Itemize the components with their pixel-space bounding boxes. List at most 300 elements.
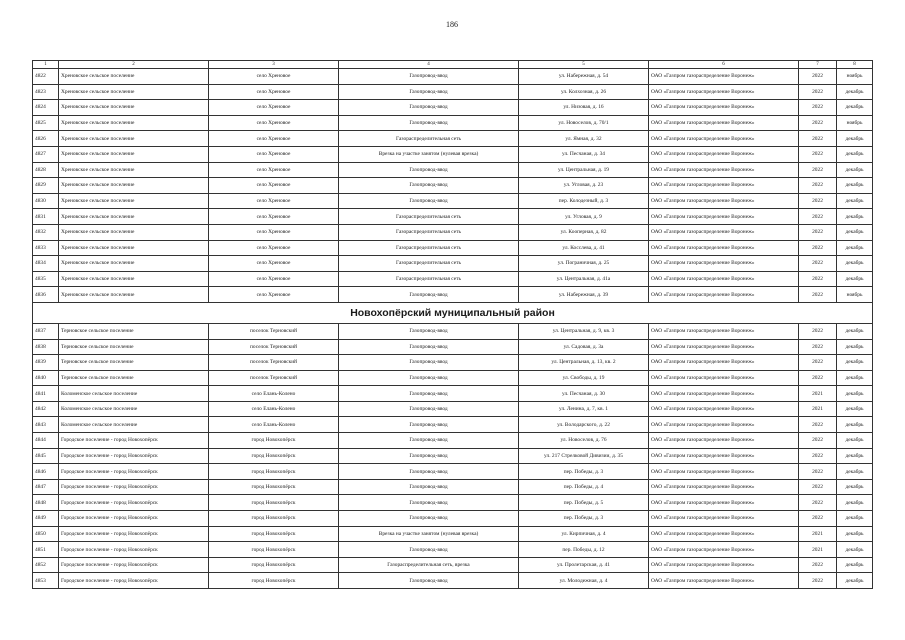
locality-cell: село Хреновое <box>209 224 339 240</box>
locality-cell: поселок Терновский <box>209 370 339 386</box>
locality-cell: город Новохопёрск <box>209 542 339 558</box>
locality-cell: город Новохопёрск <box>209 573 339 589</box>
year-cell: 2022 <box>799 178 837 194</box>
organization-cell: ОАО «Газпром газораспределение Воронеж» <box>649 526 799 542</box>
month-cell: декабрь <box>837 131 873 147</box>
year-cell: 2022 <box>799 433 837 449</box>
locality-cell: село Хреновое <box>209 193 339 209</box>
address-cell: ул. Центральная, д. 13, кв. 2 <box>519 355 649 371</box>
locality-cell: город Новохопёрск <box>209 526 339 542</box>
table-row <box>33 100 873 116</box>
settlement-cell: Терновское сельское поселение <box>59 323 209 339</box>
row-number: 4838 <box>33 339 59 355</box>
locality-cell: село Елань-Колено <box>209 386 339 402</box>
object-cell: Газопровод-ввод <box>339 69 519 85</box>
table-row <box>33 240 873 256</box>
object-cell: Газораспределительная сеть <box>339 240 519 256</box>
address-cell: ул. Низовая, д. 16 <box>519 100 649 116</box>
year-cell: 2022 <box>799 146 837 162</box>
object-cell: Газопровод-ввод <box>339 495 519 511</box>
locality-cell: село Хреновое <box>209 131 339 147</box>
month-cell: декабрь <box>837 417 873 433</box>
address-cell: пер. Победы, д. 4 <box>519 479 649 495</box>
object-cell: Газопровод-ввод <box>339 417 519 433</box>
row-number: 4847 <box>33 479 59 495</box>
organization-cell: ОАО «Газпром газораспределение Воронеж» <box>649 511 799 527</box>
object-cell: Газораспределительная сеть <box>339 271 519 287</box>
month-cell: декабрь <box>837 479 873 495</box>
column-number: 2 <box>59 61 209 69</box>
year-cell: 2022 <box>799 162 837 178</box>
locality-cell: село Хреновое <box>209 100 339 116</box>
table-row <box>33 417 873 433</box>
column-number: 8 <box>837 61 873 69</box>
settlement-cell: Коломенское сельское поселение <box>59 417 209 433</box>
locality-cell: город Новохопёрск <box>209 557 339 573</box>
row-number: 4825 <box>33 115 59 131</box>
month-cell: декабрь <box>837 401 873 417</box>
year-cell: 2022 <box>799 256 837 272</box>
table-row <box>33 401 873 417</box>
settlement-cell: Хреновское сельское поселение <box>59 271 209 287</box>
locality-cell: село Елань-Колено <box>209 401 339 417</box>
month-cell: декабрь <box>837 433 873 449</box>
organization-cell: ОАО «Газпром газораспределение Воронеж» <box>649 256 799 272</box>
column-number: 3 <box>209 61 339 69</box>
object-cell: Газораспределительная сеть <box>339 224 519 240</box>
organization-cell: ОАО «Газпром газораспределение Воронеж» <box>649 287 799 303</box>
month-cell: декабрь <box>837 573 873 589</box>
address-cell: ул. Пролетарская, д. 41 <box>519 557 649 573</box>
organization-cell: ОАО «Газпром газораспределение Воронеж» <box>649 557 799 573</box>
year-cell: 2022 <box>799 573 837 589</box>
locality-cell: село Хреновое <box>209 84 339 100</box>
address-cell: ул. Угловая, д. 23 <box>519 178 649 194</box>
organization-cell: ОАО «Газпром газораспределение Воронеж» <box>649 370 799 386</box>
table-row <box>33 131 873 147</box>
month-cell: декабрь <box>837 339 873 355</box>
month-cell: декабрь <box>837 370 873 386</box>
settlement-cell: Городское поселение - город Новохопёрск <box>59 526 209 542</box>
organization-cell: ОАО «Газпром газораспределение Воронеж» <box>649 401 799 417</box>
address-cell: ул. Новоселов, д. 70/1 <box>519 115 649 131</box>
address-cell: ул. Центральная, д. 19 <box>519 162 649 178</box>
table-row <box>33 69 873 85</box>
locality-cell: город Новохопёрск <box>209 495 339 511</box>
table-row <box>33 433 873 449</box>
table-row <box>33 479 873 495</box>
organization-cell: ОАО «Газпром газораспределение Воронеж» <box>649 193 799 209</box>
address-cell: ул. Володарского, д. 22 <box>519 417 649 433</box>
row-number: 4841 <box>33 386 59 402</box>
column-number: 1 <box>33 61 59 69</box>
table-row <box>33 209 873 225</box>
object-cell: Газопровод-ввод <box>339 287 519 303</box>
object-cell: Газораспределительная сеть <box>339 131 519 147</box>
year-cell: 2022 <box>799 271 837 287</box>
settlement-cell: Терновское сельское поселение <box>59 339 209 355</box>
month-cell: ноябрь <box>837 115 873 131</box>
year-cell: 2022 <box>799 69 837 85</box>
object-cell: Газопровод-ввод <box>339 433 519 449</box>
address-cell: ул. Косслева, д. 41 <box>519 240 649 256</box>
organization-cell: ОАО «Газпром газораспределение Воронеж» <box>649 69 799 85</box>
table-row <box>33 448 873 464</box>
year-cell: 2022 <box>799 448 837 464</box>
locality-cell: город Новохопёрск <box>209 448 339 464</box>
year-cell: 2022 <box>799 479 837 495</box>
object-cell: Газопровод-ввод <box>339 464 519 480</box>
year-cell: 2022 <box>799 209 837 225</box>
column-number-row <box>33 61 873 69</box>
address-cell: пер. Колодезный, д. 3 <box>519 193 649 209</box>
object-cell: Врезка на участке занятом (нулевая врезка) <box>339 526 519 542</box>
settlement-cell: Хреновское сельское поселение <box>59 178 209 194</box>
register-table <box>32 60 873 589</box>
table-row <box>33 115 873 131</box>
object-cell: Газопровод-ввод <box>339 193 519 209</box>
address-cell: ул. Колхозная, д. 26 <box>519 84 649 100</box>
month-cell: декабрь <box>837 542 873 558</box>
table-row <box>33 339 873 355</box>
year-cell: 2022 <box>799 355 837 371</box>
column-number: 7 <box>799 61 837 69</box>
month-cell: декабрь <box>837 557 873 573</box>
column-number: 6 <box>649 61 799 69</box>
organization-cell: ОАО «Газпром газораспределение Воронеж» <box>649 115 799 131</box>
locality-cell: поселок Терновский <box>209 323 339 339</box>
locality-cell: город Новохопёрск <box>209 464 339 480</box>
organization-cell: ОАО «Газпром газораспределение Воронеж» <box>649 162 799 178</box>
locality-cell: село Елань-Колено <box>209 417 339 433</box>
table-row <box>33 370 873 386</box>
row-number: 4822 <box>33 69 59 85</box>
month-cell: декабрь <box>837 526 873 542</box>
locality-cell: село Хреновое <box>209 115 339 131</box>
row-number: 4850 <box>33 526 59 542</box>
address-cell: ул. Кирпичная, д. 4 <box>519 526 649 542</box>
month-cell: декабрь <box>837 448 873 464</box>
object-cell: Газопровод-ввод <box>339 573 519 589</box>
settlement-cell: Хреновское сельское поселение <box>59 162 209 178</box>
month-cell: декабрь <box>837 495 873 511</box>
settlement-cell: Хреновское сельское поселение <box>59 209 209 225</box>
organization-cell: ОАО «Газпром газораспределение Воронеж» <box>649 339 799 355</box>
settlement-cell: Хреновское сельское поселение <box>59 115 209 131</box>
settlement-cell: Хреновское сельское поселение <box>59 193 209 209</box>
address-cell: ул. Кооперная, д. 82 <box>519 224 649 240</box>
year-cell: 2022 <box>799 511 837 527</box>
address-cell: ул. Ямная, д. 32 <box>519 131 649 147</box>
row-number: 4842 <box>33 401 59 417</box>
organization-cell: ОАО «Газпром газораспределение Воронеж» <box>649 495 799 511</box>
address-cell: пер. Победы, д. 5 <box>519 495 649 511</box>
address-cell: ул. Центральная, д. 9, кв. 3 <box>519 323 649 339</box>
address-cell: пер. Победы, д. 3 <box>519 464 649 480</box>
address-cell: ул. Пограничная, д. 25 <box>519 256 649 272</box>
row-number: 4839 <box>33 355 59 371</box>
object-cell: Газопровод-ввод <box>339 479 519 495</box>
settlement-cell: Хреновское сельское поселение <box>59 146 209 162</box>
settlement-cell: Хреновское сельское поселение <box>59 69 209 85</box>
year-cell: 2022 <box>799 557 837 573</box>
row-number: 4823 <box>33 84 59 100</box>
organization-cell: ОАО «Газпром газораспределение Воронеж» <box>649 209 799 225</box>
locality-cell: село Хреновое <box>209 162 339 178</box>
month-cell: декабрь <box>837 386 873 402</box>
year-cell: 2022 <box>799 193 837 209</box>
month-cell: декабрь <box>837 84 873 100</box>
column-number: 5 <box>519 61 649 69</box>
object-cell: Газопровод-ввод <box>339 370 519 386</box>
row-number: 4828 <box>33 162 59 178</box>
year-cell: 2022 <box>799 464 837 480</box>
object-cell: Газопровод-ввод <box>339 386 519 402</box>
settlement-cell: Хреновское сельское поселение <box>59 256 209 272</box>
table-row <box>33 271 873 287</box>
row-number: 4832 <box>33 224 59 240</box>
locality-cell: село Хреновое <box>209 271 339 287</box>
register-body <box>33 61 873 589</box>
locality-cell: поселок Терновский <box>209 355 339 371</box>
year-cell: 2021 <box>799 526 837 542</box>
year-cell: 2022 <box>799 100 837 116</box>
address-cell: пер. Победы, д. 12 <box>519 542 649 558</box>
row-number: 4836 <box>33 287 59 303</box>
row-number: 4827 <box>33 146 59 162</box>
column-number: 4 <box>339 61 519 69</box>
settlement-cell: Терновское сельское поселение <box>59 355 209 371</box>
settlement-cell: Хреновское сельское поселение <box>59 84 209 100</box>
row-number: 4849 <box>33 511 59 527</box>
row-number: 4846 <box>33 464 59 480</box>
settlement-cell: Хреновское сельское поселение <box>59 287 209 303</box>
month-cell: декабрь <box>837 323 873 339</box>
year-cell: 2022 <box>799 339 837 355</box>
row-number: 4848 <box>33 495 59 511</box>
locality-cell: село Хреновое <box>209 146 339 162</box>
address-cell: ул. Свободы, д. 19 <box>519 370 649 386</box>
year-cell: 2022 <box>799 287 837 303</box>
organization-cell: ОАО «Газпром газораспределение Воронеж» <box>649 323 799 339</box>
table-row <box>33 557 873 573</box>
row-number: 4830 <box>33 193 59 209</box>
organization-cell: ОАО «Газпром газораспределение Воронеж» <box>649 84 799 100</box>
year-cell: 2021 <box>799 542 837 558</box>
organization-cell: ОАО «Газпром газораспределение Воронеж» <box>649 271 799 287</box>
month-cell: декабрь <box>837 240 873 256</box>
table-row <box>33 526 873 542</box>
address-cell: ул. Центральная, д. 41а <box>519 271 649 287</box>
month-cell: декабрь <box>837 209 873 225</box>
organization-cell: ОАО «Газпром газораспределение Воронеж» <box>649 131 799 147</box>
settlement-cell: Городское поселение - город Новохопёрск <box>59 464 209 480</box>
table-row <box>33 84 873 100</box>
table-row <box>33 573 873 589</box>
locality-cell: село Хреновое <box>209 287 339 303</box>
month-cell: декабрь <box>837 256 873 272</box>
month-cell: декабрь <box>837 162 873 178</box>
object-cell: Газопровод-ввод <box>339 162 519 178</box>
object-cell: Газопровод-ввод <box>339 448 519 464</box>
month-cell: декабрь <box>837 193 873 209</box>
address-cell: ул. Новоселов, д. 76 <box>519 433 649 449</box>
section-row <box>33 302 873 323</box>
year-cell: 2022 <box>799 323 837 339</box>
settlement-cell: Городское поселение - город Новохопёрск <box>59 542 209 558</box>
object-cell: Газораспределительная сеть, врезка <box>339 557 519 573</box>
settlement-cell: Коломенское сельское поселение <box>59 401 209 417</box>
row-number: 4852 <box>33 557 59 573</box>
table-row <box>33 146 873 162</box>
object-cell: Газопровод-ввод <box>339 84 519 100</box>
month-cell: декабрь <box>837 271 873 287</box>
organization-cell: ОАО «Газпром газораспределение Воронеж» <box>649 146 799 162</box>
table-row <box>33 287 873 303</box>
table-row <box>33 495 873 511</box>
row-number: 4826 <box>33 131 59 147</box>
locality-cell: село Хреновое <box>209 256 339 272</box>
object-cell: Газопровод-ввод <box>339 511 519 527</box>
locality-cell: село Хреновое <box>209 69 339 85</box>
row-number: 4840 <box>33 370 59 386</box>
settlement-cell: Коломенское сельское поселение <box>59 386 209 402</box>
section-title: Новохопёрский муниципальный район <box>33 302 873 323</box>
year-cell: 2022 <box>799 115 837 131</box>
month-cell: декабрь <box>837 100 873 116</box>
row-number: 4853 <box>33 573 59 589</box>
object-cell: Газопровод-ввод <box>339 115 519 131</box>
address-cell: ул. Набережная, д. 39 <box>519 287 649 303</box>
address-cell: пер. Победы, д. 3 <box>519 511 649 527</box>
table-row <box>33 542 873 558</box>
address-cell: ул. Песчаная, д. 30 <box>519 386 649 402</box>
table-row <box>33 323 873 339</box>
row-number: 4829 <box>33 178 59 194</box>
month-cell: декабрь <box>837 146 873 162</box>
address-cell: ул. Песчаная, д. 34 <box>519 146 649 162</box>
year-cell: 2021 <box>799 401 837 417</box>
settlement-cell: Терновское сельское поселение <box>59 370 209 386</box>
organization-cell: ОАО «Газпром газораспределение Воронеж» <box>649 448 799 464</box>
organization-cell: ОАО «Газпром газораспределение Воронеж» <box>649 386 799 402</box>
object-cell: Газопровод-ввод <box>339 178 519 194</box>
table-row <box>33 464 873 480</box>
locality-cell: село Хреновое <box>209 240 339 256</box>
object-cell: Газопровод-ввод <box>339 401 519 417</box>
settlement-cell: Хреновское сельское поселение <box>59 224 209 240</box>
object-cell: Газопровод-ввод <box>339 542 519 558</box>
row-number: 4844 <box>33 433 59 449</box>
month-cell: декабрь <box>837 224 873 240</box>
month-cell: ноябрь <box>837 69 873 85</box>
address-cell: ул. 217 Стрелковой Дивизии, д. 35 <box>519 448 649 464</box>
row-number: 4835 <box>33 271 59 287</box>
locality-cell: город Новохопёрск <box>209 479 339 495</box>
address-cell: ул. Садовая, д. 3а <box>519 339 649 355</box>
locality-cell: село Хреновое <box>209 209 339 225</box>
year-cell: 2022 <box>799 370 837 386</box>
year-cell: 2021 <box>799 386 837 402</box>
row-number: 4845 <box>33 448 59 464</box>
row-number: 4831 <box>33 209 59 225</box>
organization-cell: ОАО «Газпром газораспределение Воронеж» <box>649 178 799 194</box>
settlement-cell: Городское поселение - город Новохопёрск <box>59 448 209 464</box>
table-row <box>33 178 873 194</box>
organization-cell: ОАО «Газпром газораспределение Воронеж» <box>649 464 799 480</box>
row-number: 4851 <box>33 542 59 558</box>
year-cell: 2022 <box>799 240 837 256</box>
table-row <box>33 224 873 240</box>
organization-cell: ОАО «Газпром газораспределение Воронеж» <box>649 417 799 433</box>
table-row <box>33 256 873 272</box>
organization-cell: ОАО «Газпром газораспределение Воронеж» <box>649 479 799 495</box>
organization-cell: ОАО «Газпром газораспределение Воронеж» <box>649 355 799 371</box>
year-cell: 2022 <box>799 495 837 511</box>
row-number: 4834 <box>33 256 59 272</box>
year-cell: 2022 <box>799 224 837 240</box>
table-row <box>33 355 873 371</box>
page-number: 186 <box>446 20 458 29</box>
row-number: 4843 <box>33 417 59 433</box>
settlement-cell: Городское поселение - город Новохопёрск <box>59 573 209 589</box>
organization-cell: ОАО «Газпром газораспределение Воронеж» <box>649 240 799 256</box>
month-cell: декабрь <box>837 178 873 194</box>
locality-cell: город Новохопёрск <box>209 433 339 449</box>
settlement-cell: Городское поселение - город Новохопёрск <box>59 495 209 511</box>
settlement-cell: Городское поселение - город Новохопёрск <box>59 479 209 495</box>
object-cell: Газопровод-ввод <box>339 355 519 371</box>
row-number: 4824 <box>33 100 59 116</box>
organization-cell: ОАО «Газпром газораспределение Воронеж» <box>649 100 799 116</box>
address-cell: ул. Угловая, д. 9 <box>519 209 649 225</box>
object-cell: Газораспределительная сеть <box>339 256 519 272</box>
settlement-cell: Городское поселение - город Новохопёрск <box>59 511 209 527</box>
settlement-cell: Хреновское сельское поселение <box>59 240 209 256</box>
organization-cell: ОАО «Газпром газораспределение Воронеж» <box>649 573 799 589</box>
settlement-cell: Городское поселение - город Новохопёрск <box>59 433 209 449</box>
object-cell: Газораспределительная сеть <box>339 209 519 225</box>
month-cell: декабрь <box>837 464 873 480</box>
locality-cell: поселок Терновский <box>209 339 339 355</box>
object-cell: Врезка на участке занятом (нулевая врезка) <box>339 146 519 162</box>
object-cell: Газопровод-ввод <box>339 323 519 339</box>
month-cell: декабрь <box>837 355 873 371</box>
table-row <box>33 162 873 178</box>
row-number: 4837 <box>33 323 59 339</box>
table-row <box>33 386 873 402</box>
organization-cell: ОАО «Газпром газораспределение Воронеж» <box>649 542 799 558</box>
year-cell: 2022 <box>799 84 837 100</box>
settlement-cell: Хреновское сельское поселение <box>59 131 209 147</box>
address-cell: ул. Набережная, д. 54 <box>519 69 649 85</box>
settlement-cell: Хреновское сельское поселение <box>59 100 209 116</box>
object-cell: Газопровод-ввод <box>339 100 519 116</box>
row-number: 4833 <box>33 240 59 256</box>
address-cell: ул. Ленина, д. 7, кв. 1 <box>519 401 649 417</box>
organization-cell: ОАО «Газпром газораспределение Воронеж» <box>649 433 799 449</box>
locality-cell: город Новохопёрск <box>209 511 339 527</box>
settlement-cell: Городское поселение - город Новохопёрск <box>59 557 209 573</box>
month-cell: ноябрь <box>837 287 873 303</box>
locality-cell: село Хреновое <box>209 178 339 194</box>
year-cell: 2022 <box>799 131 837 147</box>
year-cell: 2022 <box>799 417 837 433</box>
organization-cell: ОАО «Газпром газораспределение Воронеж» <box>649 224 799 240</box>
month-cell: декабрь <box>837 511 873 527</box>
table-row <box>33 511 873 527</box>
table-row <box>33 193 873 209</box>
